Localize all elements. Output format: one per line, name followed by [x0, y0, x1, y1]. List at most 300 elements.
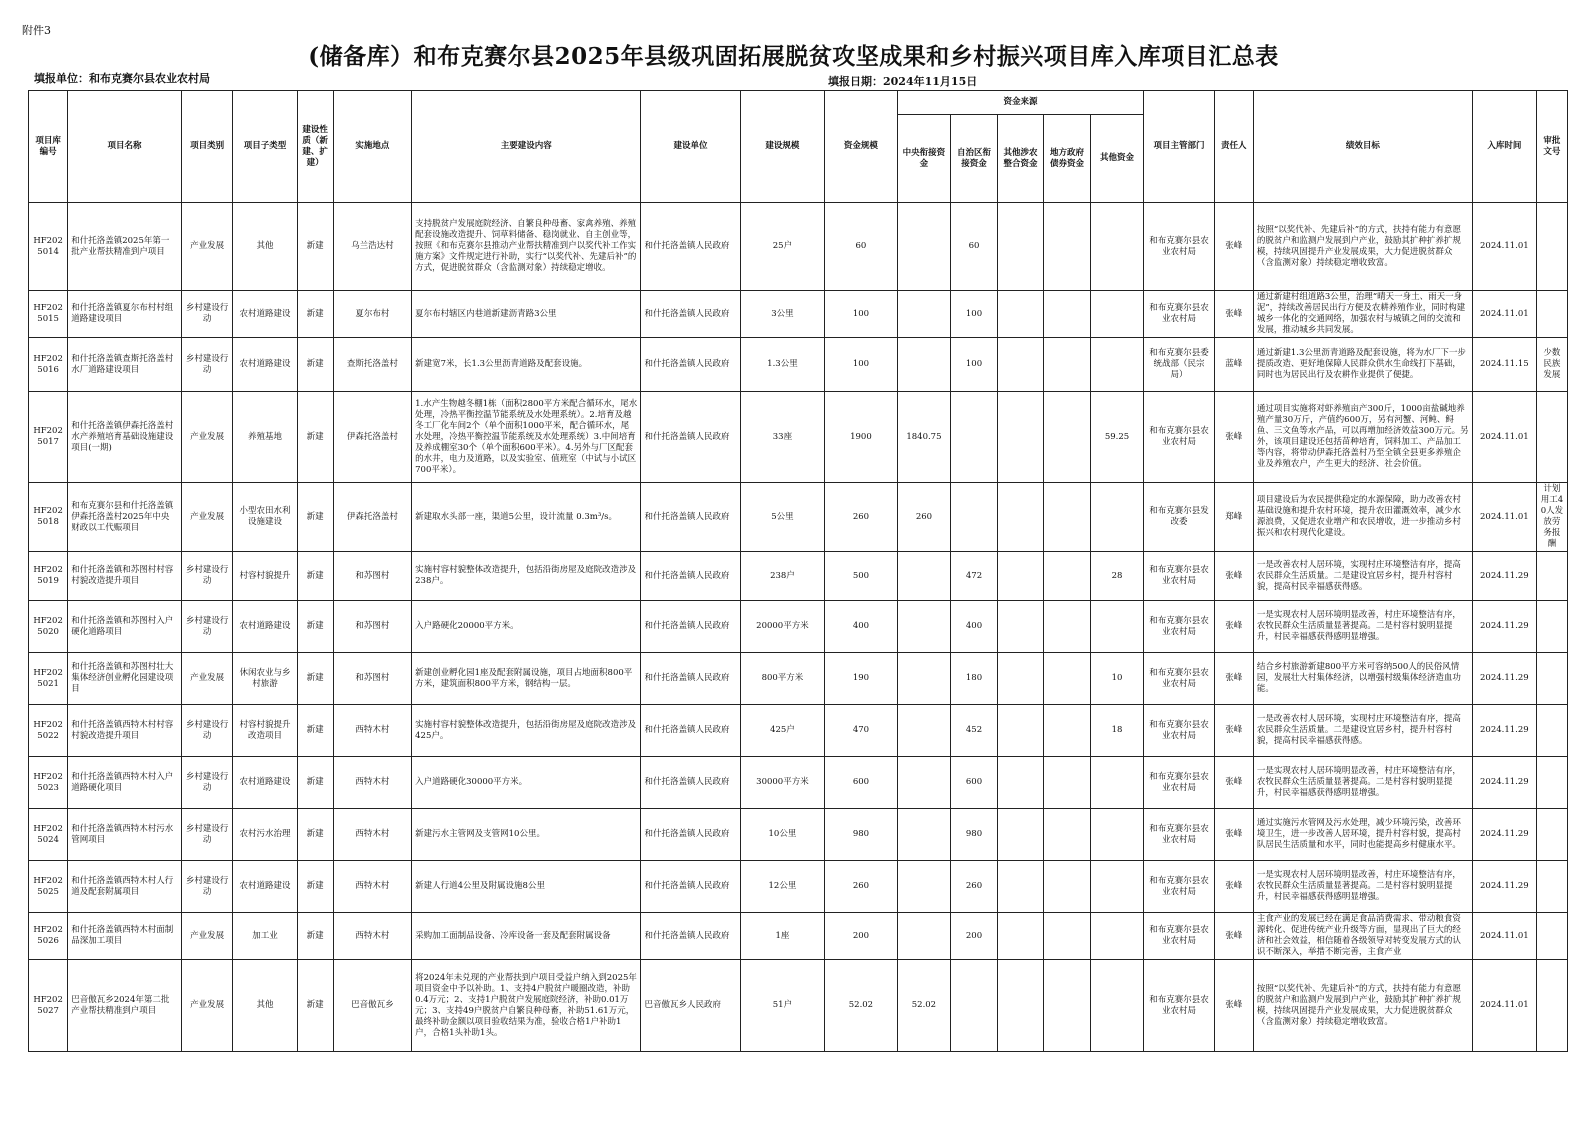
row-funds: 470 [825, 705, 897, 757]
row-subtype: 其他 [233, 203, 297, 291]
row-scale: 1座 [740, 913, 825, 960]
row-scale: 20000平方米 [740, 601, 825, 653]
row-bond [1044, 757, 1090, 809]
row-content: 支持脱贫户发展庭院经济、自繁良种母畜、家禽养殖、养殖配套设施改造提升、饲草料储备、稳岗就业、自主创业等，按照《和布克赛尔县推动产业帮扶精准到户以奖代补工作实施方案》文件规定进行补助，实行“以奖代补、先建后补”的方式，促进脱贫群众（含监测对象）持续稳定增收。 [412, 203, 641, 291]
row-content: 新建取水头部一座，渠道5公里，设计流量 0.3m³/s。 [412, 483, 641, 552]
row-owner: 蓝峰 [1214, 338, 1253, 392]
table-row [29, 483, 1568, 552]
row-builder: 和什托洛盖镇人民政府 [641, 809, 740, 861]
row-funds: 190 [825, 653, 897, 705]
row-date: 2024.11.29 [1472, 552, 1536, 601]
fill-date: 填报日期：2024年11月15日 [828, 75, 978, 88]
row-bond [1044, 483, 1090, 552]
row-approval [1536, 291, 1567, 338]
row-builder: 和什托洛盖镇人民政府 [641, 653, 740, 705]
row-dept: 和布克赛尔县农业农村局 [1144, 601, 1214, 653]
row-location: 和苏图村 [333, 653, 411, 705]
row-approval [1536, 203, 1567, 291]
header-src-bond: 地方政府债券资金 [1044, 115, 1090, 203]
row-region: 600 [951, 757, 997, 809]
row-other [1090, 913, 1144, 960]
row-code: HF2025015 [29, 291, 68, 338]
row-nature: 新建 [297, 601, 333, 653]
row-other [1090, 757, 1144, 809]
row-scale: 30000平方米 [740, 757, 825, 809]
row-code: HF2025016 [29, 338, 68, 392]
table-row [29, 338, 1568, 392]
row-nature: 新建 [297, 913, 333, 960]
row-code: HF2025017 [29, 392, 68, 483]
row-content: 新建人行道4公里及附属设施8公里 [412, 861, 641, 913]
row-content: 夏尔布村辖区内巷道新建沥青路3公里 [412, 291, 641, 338]
row-name: 和什托洛盖镇查斯托洛盖村水厂道路建设项目 [68, 338, 182, 392]
row-approval [1536, 861, 1567, 913]
header-src-region: 自治区衔接资金 [951, 115, 997, 203]
row-approval [1536, 601, 1567, 653]
row-other [1090, 203, 1144, 291]
row-bond [1044, 913, 1090, 960]
row-category: 产业发展 [181, 960, 233, 1052]
row-owner: 张峰 [1214, 913, 1253, 960]
row-central [897, 291, 951, 338]
row-code: HF2025024 [29, 809, 68, 861]
row-builder: 和什托洛盖镇人民政府 [641, 392, 740, 483]
row-agri [997, 601, 1043, 653]
row-category: 乡村建设行动 [181, 809, 233, 861]
row-approval [1536, 913, 1567, 960]
row-agri [997, 552, 1043, 601]
row-category: 乡村建设行动 [181, 705, 233, 757]
row-location: 伊森托洛盖村 [333, 392, 411, 483]
row-funds: 1900 [825, 392, 897, 483]
table-row [29, 601, 1568, 653]
row-agri [997, 653, 1043, 705]
row-name: 和布克赛尔县和什托洛盖镇伊森托洛盖村2025年中央财政以工代赈项目 [68, 483, 182, 552]
row-goal: 一是改善农村人居环境，实现村庄环境整洁有序，提高农民群众生活质量。二是建设宜居乡村，提升村容村貌，提高村民幸福感获得感。 [1253, 552, 1472, 601]
row-nature: 新建 [297, 203, 333, 291]
row-scale: 33座 [740, 392, 825, 483]
table-row [29, 913, 1568, 960]
row-approval [1536, 392, 1567, 483]
row-nature: 新建 [297, 861, 333, 913]
row-owner: 张峰 [1214, 653, 1253, 705]
row-approval: 计划用工40人发放劳务报酬 [1536, 483, 1567, 552]
row-bond [1044, 601, 1090, 653]
header-location: 实施地点 [333, 91, 411, 203]
row-owner: 张峰 [1214, 960, 1253, 1052]
row-central: 260 [897, 483, 951, 552]
row-date: 2024.11.01 [1472, 203, 1536, 291]
row-goal: 通过实施污水管网及污水处理，减少环境污染，改善环境卫生，进一步改善人居环境，提升村容村貌，提高村队居民生活质量和水平，同时也能提高乡村健康水平。 [1253, 809, 1472, 861]
row-bond [1044, 203, 1090, 291]
row-content: 实施村容村貌整体改造提升，包括沿街房屋及庭院改造涉及238户。 [412, 552, 641, 601]
row-approval [1536, 705, 1567, 757]
header-src-agri: 其他涉农整合资金 [997, 115, 1043, 203]
row-subtype: 农村道路建设 [233, 291, 297, 338]
row-dept: 和布克赛尔县农业农村局 [1144, 203, 1214, 291]
row-name: 和什托洛盖镇和苏图村壮大集体经济创业孵化园建设项目 [68, 653, 182, 705]
row-central [897, 338, 951, 392]
row-funds: 600 [825, 757, 897, 809]
row-code: HF2025020 [29, 601, 68, 653]
row-agri [997, 861, 1043, 913]
row-location: 和苏图村 [333, 552, 411, 601]
row-goal: 按照“以奖代补、先建后补”的方式，扶持有能力有意愿的脱贫户和监测户发展到户产业，鼓励其扩种扩养扩规模，持续巩固提升产业发展成果，大力促进脱贫群众（含监测对象）持续稳定增收致富。 [1253, 960, 1472, 1052]
row-date: 2024.11.29 [1472, 861, 1536, 913]
header-owner: 责任人 [1214, 91, 1253, 203]
row-name: 和什托洛盖镇西特木村村容村貌改造提升项目 [68, 705, 182, 757]
table-row [29, 861, 1568, 913]
row-nature: 新建 [297, 291, 333, 338]
row-scale: 25户 [740, 203, 825, 291]
row-builder: 和什托洛盖镇人民政府 [641, 552, 740, 601]
row-goal: 按照“以奖代补、先建后补”的方式，扶持有能力有意愿的脱贫户和监测户发展到户产业，鼓励其扩种扩养扩规模，持续巩固提升产业发展成果，大力促进脱贫群众（含监测对象）持续稳定增收致富。 [1253, 203, 1472, 291]
row-approval [1536, 809, 1567, 861]
row-location: 乌兰浩达村 [333, 203, 411, 291]
row-builder: 和什托洛盖镇人民政府 [641, 913, 740, 960]
row-region [951, 483, 997, 552]
row-name: 和什托洛盖镇和苏图村入户硬化道路项目 [68, 601, 182, 653]
header-dept: 项目主管部门 [1144, 91, 1214, 203]
row-goal: 一是改善农村人居环境，实现村庄环境整洁有序，提高农民群众生活质量。二是建设宜居乡村，提升村容村貌，提高村民幸福感获得感。 [1253, 705, 1472, 757]
header-src-other: 其他资金 [1090, 115, 1144, 203]
row-dept: 和布克赛尔县农业农村局 [1144, 653, 1214, 705]
row-scale: 51户 [740, 960, 825, 1052]
row-central [897, 601, 951, 653]
row-dept: 和布克赛尔县农业农村局 [1144, 705, 1214, 757]
row-owner: 张峰 [1214, 552, 1253, 601]
row-builder: 和什托洛盖镇人民政府 [641, 861, 740, 913]
row-bond [1044, 338, 1090, 392]
header-content: 主要建设内容 [412, 91, 641, 203]
row-owner: 张峰 [1214, 757, 1253, 809]
row-builder: 和什托洛盖镇人民政府 [641, 705, 740, 757]
row-agri [997, 809, 1043, 861]
row-bond [1044, 861, 1090, 913]
row-region: 60 [951, 203, 997, 291]
table-row [29, 203, 1568, 291]
row-bond [1044, 552, 1090, 601]
row-name: 巴音傲瓦乡2024年第二批产业帮扶精准到户项目 [68, 960, 182, 1052]
row-location: 和苏图村 [333, 601, 411, 653]
row-category: 乡村建设行动 [181, 552, 233, 601]
row-dept: 和布克赛尔县委统战部（民宗局） [1144, 338, 1214, 392]
row-nature: 新建 [297, 392, 333, 483]
row-agri [997, 203, 1043, 291]
table-row [29, 960, 1568, 1052]
row-category: 乡村建设行动 [181, 861, 233, 913]
row-name: 和什托洛盖镇西特木村人行道及配套附属项目 [68, 861, 182, 913]
row-category: 产业发展 [181, 392, 233, 483]
row-name: 和什托洛盖镇西特木村污水管网项目 [68, 809, 182, 861]
row-other: 10 [1090, 653, 1144, 705]
row-scale: 5公里 [740, 483, 825, 552]
row-owner: 张峰 [1214, 601, 1253, 653]
row-content: 新建污水主管网及支管网10公里。 [412, 809, 641, 861]
row-builder: 和什托洛盖镇人民政府 [641, 757, 740, 809]
row-funds: 500 [825, 552, 897, 601]
row-central [897, 861, 951, 913]
row-nature: 新建 [297, 338, 333, 392]
row-date: 2024.11.15 [1472, 338, 1536, 392]
row-agri [997, 483, 1043, 552]
row-location: 西特木村 [333, 913, 411, 960]
table-row [29, 809, 1568, 861]
row-funds: 260 [825, 483, 897, 552]
row-bond [1044, 809, 1090, 861]
header-funds: 资金规模 [825, 91, 897, 203]
row-code: HF2025027 [29, 960, 68, 1052]
row-category: 乡村建设行动 [181, 338, 233, 392]
row-builder: 巴音傲瓦乡人民政府 [641, 960, 740, 1052]
row-funds: 60 [825, 203, 897, 291]
row-other: 59.25 [1090, 392, 1144, 483]
row-subtype: 村容村貌提升 [233, 552, 297, 601]
row-code: HF2025025 [29, 861, 68, 913]
row-content: 新建宽7米，长1.3公里沥青道路及配套设施。 [412, 338, 641, 392]
row-agri [997, 338, 1043, 392]
row-bond [1044, 291, 1090, 338]
row-dept: 和布克赛尔县农业农村局 [1144, 552, 1214, 601]
row-central [897, 757, 951, 809]
row-scale: 238户 [740, 552, 825, 601]
row-goal: 通过项目实施将对虾养殖亩产300斤，1000亩盐碱地养殖产量30万斤，产值约600万，另有河蟹、河鲀、鲟鱼、三文鱼等水产品，可以再增加经济效益300万元。另外，该项目建设还包括苗种培育，饲料加工、产品加工等内容，将带动伊森托洛盖村乃至全镇全县更多养殖企业及养殖农户，产生更大的经济、社会价值。 [1253, 392, 1472, 483]
row-owner: 张峰 [1214, 809, 1253, 861]
row-subtype: 农村道路建设 [233, 338, 297, 392]
header-src-central: 中央衔接资金 [897, 115, 951, 203]
row-nature: 新建 [297, 483, 333, 552]
table-body [29, 203, 1568, 1052]
row-other [1090, 483, 1144, 552]
row-funds: 260 [825, 861, 897, 913]
row-date: 2024.11.29 [1472, 705, 1536, 757]
row-region: 100 [951, 291, 997, 338]
row-goal: 一是实现农村人居环境明显改善，村庄环境整洁有序，农牧民群众生活质量显著提高。二是村容村貌明显提升，村民幸福感获得感明显增强。 [1253, 757, 1472, 809]
row-owner: 张峰 [1214, 392, 1253, 483]
row-location: 伊森托洛盖村 [333, 483, 411, 552]
row-code: HF2025022 [29, 705, 68, 757]
row-other [1090, 291, 1144, 338]
row-location: 夏尔布村 [333, 291, 411, 338]
row-funds: 400 [825, 601, 897, 653]
row-category: 乡村建设行动 [181, 757, 233, 809]
row-scale: 425户 [740, 705, 825, 757]
row-category: 乡村建设行动 [181, 291, 233, 338]
row-region: 260 [951, 861, 997, 913]
row-location: 西特木村 [333, 861, 411, 913]
row-subtype: 养殖基地 [233, 392, 297, 483]
row-nature: 新建 [297, 809, 333, 861]
row-name: 和什托洛盖镇西特木村入户道路硬化项目 [68, 757, 182, 809]
row-goal: 一是实现农村人居环境明显改善，村庄环境整洁有序，农牧民群众生活质量显著提高。二是村容村貌明显提升，村民幸福感获得感明显增强。 [1253, 861, 1472, 913]
row-dept: 和布克赛尔县农业农村局 [1144, 757, 1214, 809]
row-approval [1536, 653, 1567, 705]
row-central: 1840.75 [897, 392, 951, 483]
row-agri [997, 705, 1043, 757]
row-name: 和什托洛盖镇夏尔布村村组道路建设项目 [68, 291, 182, 338]
table-row [29, 552, 1568, 601]
row-bond [1044, 705, 1090, 757]
row-goal: 通过新建村组道路3公里，治理“晴天一身土、雨天一身泥”，持续改善居民出行方便及农耕养殖作业，同时构建城乡一体化的交通网络，加强农村与城镇之间的交流和发展，推动城乡共同发展。 [1253, 291, 1472, 338]
header-nature: 建设性质（新建、扩建） [297, 91, 333, 203]
row-central [897, 203, 951, 291]
row-scale: 12公里 [740, 861, 825, 913]
row-central [897, 653, 951, 705]
page-title: (储备库）和布克赛尔县2025年县级巩固拓展脱贫攻坚成果和乡村振兴项目库入库项目汇总表 [308, 43, 1279, 70]
row-code: HF2025019 [29, 552, 68, 601]
row-category: 产业发展 [181, 913, 233, 960]
row-nature: 新建 [297, 757, 333, 809]
row-central [897, 913, 951, 960]
row-region: 100 [951, 338, 997, 392]
row-agri [997, 392, 1043, 483]
header-date: 入库时间 [1472, 91, 1536, 203]
row-location: 西特木村 [333, 809, 411, 861]
row-central [897, 705, 951, 757]
row-subtype: 农村道路建设 [233, 757, 297, 809]
row-scale: 10公里 [740, 809, 825, 861]
row-subtype: 加工业 [233, 913, 297, 960]
row-approval [1536, 757, 1567, 809]
table-row [29, 653, 1568, 705]
fill-unit: 填报单位：和布克赛尔县农业农村局 [34, 72, 210, 85]
row-code: HF2025014 [29, 203, 68, 291]
row-owner: 张峰 [1214, 705, 1253, 757]
row-other [1090, 338, 1144, 392]
row-funds: 980 [825, 809, 897, 861]
header-category: 项目类别 [181, 91, 233, 203]
row-name: 和什托洛盖镇西特木村面制品深加工项目 [68, 913, 182, 960]
row-funds: 200 [825, 913, 897, 960]
row-other [1090, 861, 1144, 913]
row-dept: 和布克赛尔县农业农村局 [1144, 960, 1214, 1052]
header-name: 项目名称 [68, 91, 182, 203]
row-goal: 一是实现农村人居环境明显改善，村庄环境整洁有序，农牧民群众生活质量显著提高。二是村容村貌明显提升，村民幸福感获得感明显增强。 [1253, 601, 1472, 653]
row-central [897, 809, 951, 861]
row-subtype: 休闲农业与乡村旅游 [233, 653, 297, 705]
row-content: 采购加工面制品设备、冷库设备一套及配套附属设备 [412, 913, 641, 960]
row-location: 查斯托洛盖村 [333, 338, 411, 392]
row-goal: 主食产业的发展已经在满足食品消费需求、带动粮食资源转化、促进传统产业升级等方面，显现出了巨大的经济和社会效益，相信随着各级领导对转变发展方式的认识不断深入，举措不断完善，主食产业 [1253, 913, 1472, 960]
row-builder: 和什托洛盖镇人民政府 [641, 483, 740, 552]
row-central [897, 552, 951, 601]
row-content: 入户路硬化20000平方米。 [412, 601, 641, 653]
row-subtype: 农村污水治理 [233, 809, 297, 861]
row-region: 452 [951, 705, 997, 757]
row-bond [1044, 960, 1090, 1052]
row-builder: 和什托洛盖镇人民政府 [641, 338, 740, 392]
row-date: 2024.11.29 [1472, 601, 1536, 653]
row-region [951, 960, 997, 1052]
row-central: 52.02 [897, 960, 951, 1052]
row-region: 400 [951, 601, 997, 653]
row-region [951, 392, 997, 483]
header-code: 项目库编号 [29, 91, 68, 203]
header-subtype: 项目子类型 [233, 91, 297, 203]
row-funds: 52.02 [825, 960, 897, 1052]
row-content: 新建创业孵化园1座及配套附属设施，项目占地面积800平方米，建筑面积800平方米，钢结构一层。 [412, 653, 641, 705]
header-approval: 审批文号 [1536, 91, 1567, 203]
row-approval: 少数民族发展 [1536, 338, 1567, 392]
row-owner: 张峰 [1214, 203, 1253, 291]
row-nature: 新建 [297, 552, 333, 601]
row-builder: 和什托洛盖镇人民政府 [641, 203, 740, 291]
row-location: 西特木村 [333, 705, 411, 757]
row-funds: 100 [825, 338, 897, 392]
project-table [28, 90, 1568, 1052]
row-date: 2024.11.01 [1472, 483, 1536, 552]
row-name: 和什托洛盖镇2025年第一批产业帮扶精准到户项目 [68, 203, 182, 291]
row-agri [997, 960, 1043, 1052]
row-scale: 1.3公里 [740, 338, 825, 392]
row-scale: 800平方米 [740, 653, 825, 705]
row-subtype: 农村道路建设 [233, 861, 297, 913]
row-category: 乡村建设行动 [181, 601, 233, 653]
row-other: 18 [1090, 705, 1144, 757]
row-code: HF2025018 [29, 483, 68, 552]
row-name: 和什托洛盖镇和苏图村村容村貌改造提升项目 [68, 552, 182, 601]
row-location: 西特木村 [333, 757, 411, 809]
row-agri [997, 291, 1043, 338]
row-code: HF2025026 [29, 913, 68, 960]
row-dept: 和布克赛尔县农业农村局 [1144, 392, 1214, 483]
row-content: 将2024年未兑现的产业帮扶到户项目受益户纳入到2025年项目资金中予以补助。1、支持4户脱贫户暖圈改造，补助0.4万元；2、支持1户脱贫户发展庭院经济，补助0.01万元；3、支持49户脱贫户自繁良种母畜，补助51.61万元，最终补助金额以项目验收结果为准，验收合格1户补助1户，合格1头补助1头。 [412, 960, 641, 1052]
row-goal: 通过新建1.3公里沥青道路及配套设施，将为水厂下一步提质改造、更好地保障人民群众供水生命线打下基础，同时也为居民出行及农耕作业提供了便捷。 [1253, 338, 1472, 392]
row-scale: 3公里 [740, 291, 825, 338]
row-category: 产业发展 [181, 483, 233, 552]
row-goal: 项目建设后为农民提供稳定的水源保障，助力改善农村基础设施和提升农村环境，提升农田灌溉效率，减少水源浪费，又促进农业增产和农民增收，进一步推动乡村振兴和农村现代化建设。 [1253, 483, 1472, 552]
row-region: 980 [951, 809, 997, 861]
row-agri [997, 757, 1043, 809]
row-other: 28 [1090, 552, 1144, 601]
row-owner: 郑峰 [1214, 483, 1253, 552]
table-row [29, 291, 1568, 338]
row-subtype: 其他 [233, 960, 297, 1052]
row-agri [997, 913, 1043, 960]
row-nature: 新建 [297, 705, 333, 757]
row-region: 200 [951, 913, 997, 960]
row-code: HF2025023 [29, 757, 68, 809]
row-subtype: 小型农田水利设施建设 [233, 483, 297, 552]
table-row [29, 705, 1568, 757]
row-approval [1536, 960, 1567, 1052]
row-other [1090, 809, 1144, 861]
row-content: 入户道路硬化30000平方米。 [412, 757, 641, 809]
row-location: 巴音傲瓦乡 [333, 960, 411, 1052]
row-code: HF2025021 [29, 653, 68, 705]
row-dept: 和布克赛尔县农业农村局 [1144, 291, 1214, 338]
row-dept: 和布克赛尔县农业农村局 [1144, 861, 1214, 913]
row-builder: 和什托洛盖镇人民政府 [641, 291, 740, 338]
row-owner: 张峰 [1214, 291, 1253, 338]
row-builder: 和什托洛盖镇人民政府 [641, 601, 740, 653]
header-scale: 建设规模 [740, 91, 825, 203]
row-date: 2024.11.29 [1472, 653, 1536, 705]
row-dept: 和布克赛尔县发改委 [1144, 483, 1214, 552]
row-nature: 新建 [297, 960, 333, 1052]
header-goal: 绩效目标 [1253, 91, 1472, 203]
row-name: 和什托洛盖镇伊森托洛盖村水产养殖培育基础设施建设项目(一期) [68, 392, 182, 483]
row-approval [1536, 552, 1567, 601]
row-content: 1.水产生物越冬棚1栋（面积2800平方米配合循环水，尾水处理，冷热平衡控温节能系统及水处理系统）。2.培育及越冬工厂化车间2个（单个面积1000平米，配合循环水，尾水处理，冷热平衡控温节能系统及水处理系统）3.中间培育及养成棚室30个（单个面积600平米）。4.另外与厂区配套的水井，电力及道路，以及实验室、值班室（中试与小试区700平米）。 [412, 392, 641, 483]
row-other [1090, 601, 1144, 653]
row-region: 472 [951, 552, 997, 601]
row-subtype: 农村道路建设 [233, 601, 297, 653]
header-source: 资金来源 [897, 91, 1144, 115]
row-goal: 结合乡村旅游新建800平方米可容纳500人的民俗风情园，发展壮大村集体经济，以增强村级集体经济造血功能。 [1253, 653, 1472, 705]
header-builder: 建设单位 [641, 91, 740, 203]
row-region: 180 [951, 653, 997, 705]
